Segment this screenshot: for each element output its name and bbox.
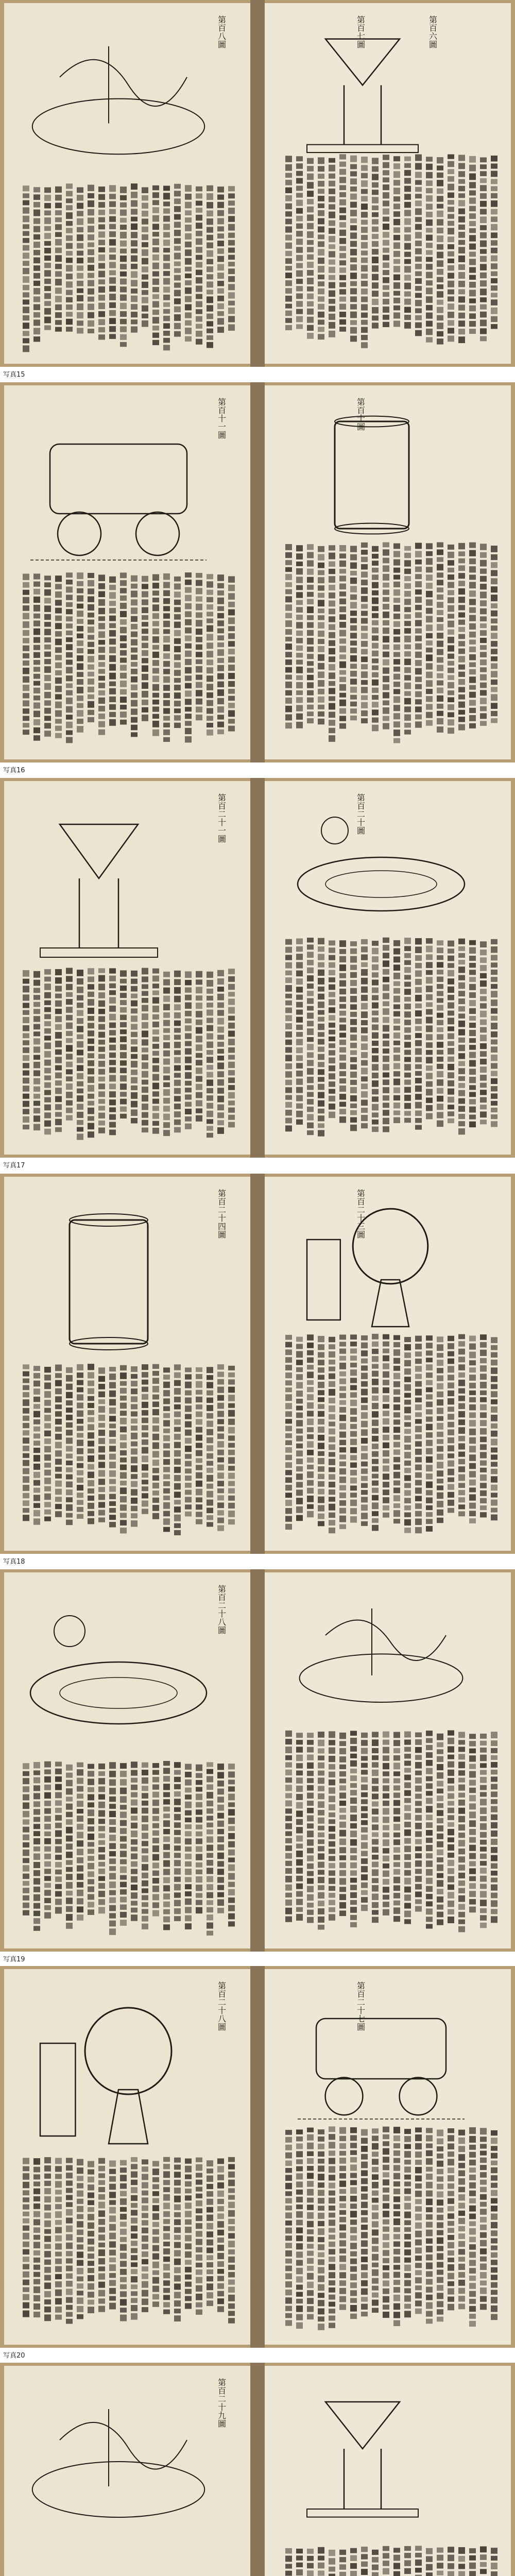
- photo-caption: 写真19: [3, 1956, 25, 1963]
- right-page: [265, 2366, 511, 2576]
- figure-label: 第百二十九圖: [216, 2378, 227, 2428]
- book-spread-photo: [0, 0, 515, 367]
- photo-caption: 写真15: [3, 371, 25, 379]
- photo-caption: 写真17: [3, 1162, 25, 1170]
- left-page: [4, 3, 250, 364]
- book-gutter: [250, 1174, 265, 1554]
- book-spread-photo: [0, 1569, 515, 1952]
- left-page: [4, 2366, 250, 2576]
- book-gutter: [250, 1569, 265, 1952]
- figure-label: 第百二十八圖: [216, 1585, 227, 1634]
- figure-label: 第百二十一圖: [216, 793, 227, 843]
- photo-caption: 写真18: [3, 1558, 25, 1566]
- book-gutter: [250, 778, 265, 1158]
- book-gutter: [250, 0, 265, 367]
- figure-label: 第百二十四圖: [216, 1189, 227, 1239]
- figure-label: 第百二十八圖: [216, 1981, 227, 2031]
- photo-caption: 写真20: [3, 2352, 25, 2360]
- figure-label: 第百二十三圖: [355, 1189, 366, 1239]
- figure-label: 第百八圖: [216, 15, 227, 48]
- book-spread-photo: [0, 1174, 515, 1554]
- book-spread-photo: [0, 778, 515, 1158]
- figure-label: 第百六圖: [427, 15, 438, 48]
- photo-caption: 写真16: [3, 767, 25, 774]
- figure-label: 第百二十七圖: [355, 1981, 366, 2031]
- left-page: [4, 385, 250, 759]
- figure-label: 第百七圖: [355, 15, 366, 48]
- book-spread-photo: [0, 2363, 515, 2576]
- book-gutter: [250, 1966, 265, 2348]
- figure-label: 第百十圖: [355, 398, 366, 431]
- figure-label: 第百二十圖: [355, 793, 366, 835]
- figure-label: 第百十一圖: [216, 398, 227, 439]
- left-page: [4, 1969, 250, 2345]
- book-spread-photo: [0, 1966, 515, 2348]
- left-page: [4, 1572, 250, 1948]
- left-page: [4, 1177, 250, 1551]
- book-spread-photo: [0, 382, 515, 762]
- book-gutter: [250, 2363, 265, 2576]
- book-gutter: [250, 382, 265, 762]
- left-page: [4, 781, 250, 1155]
